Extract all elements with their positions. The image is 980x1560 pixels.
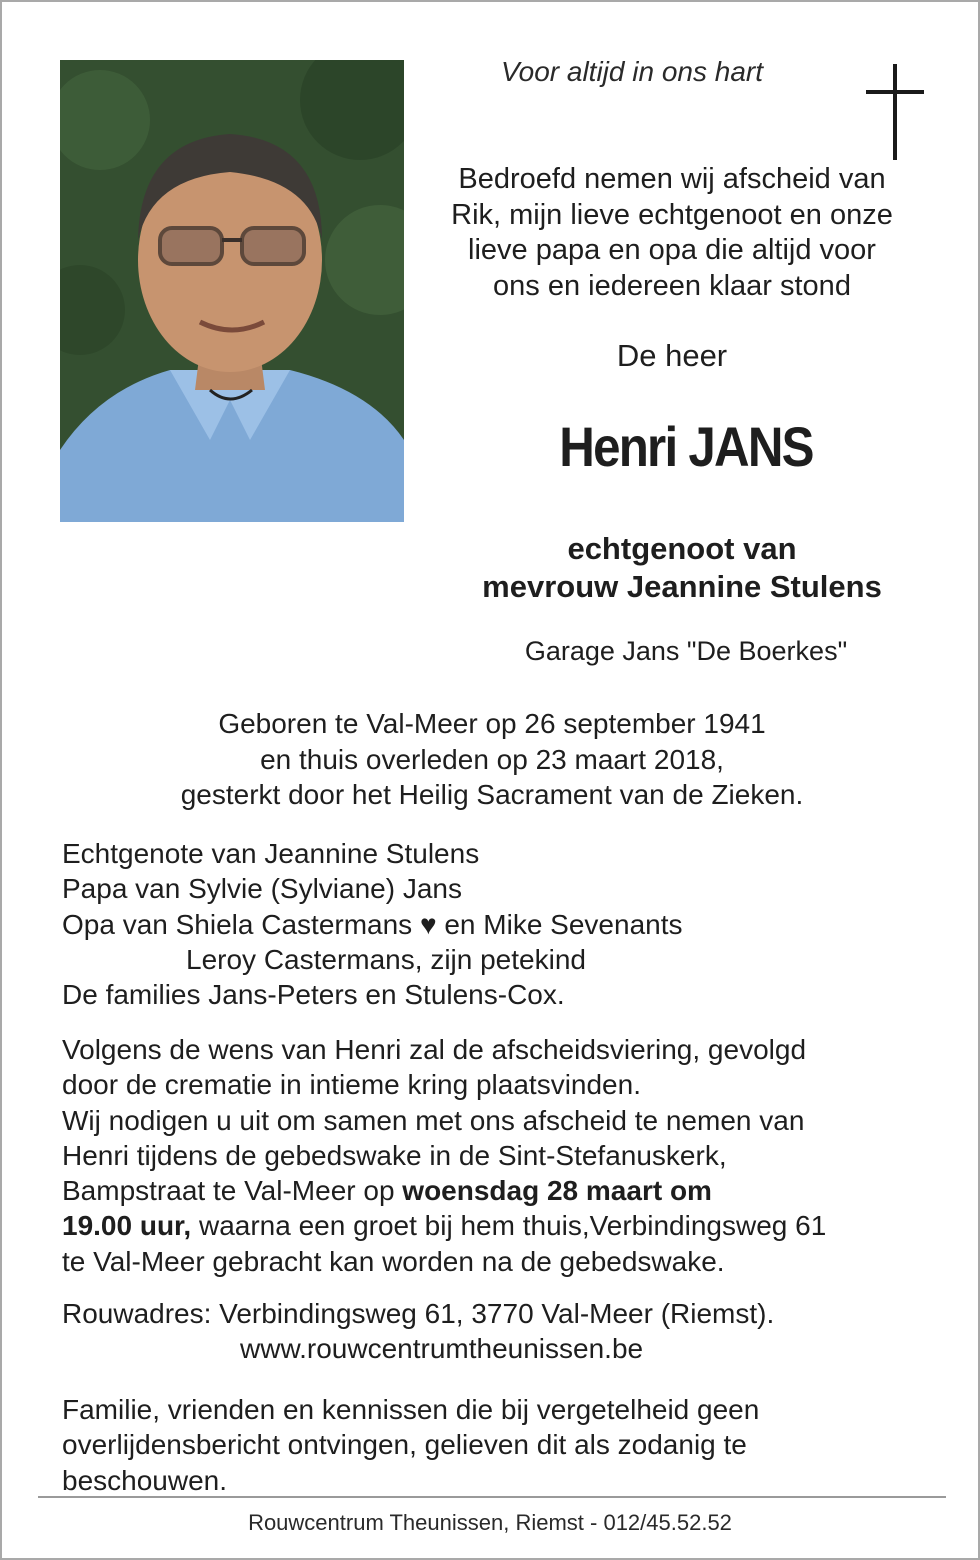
spouse-info (432, 530, 932, 606)
intro-text (422, 162, 922, 304)
spouse-line: echtgenoot van (567, 531, 797, 566)
closing-line: Familie, vrienden en kennissen die bij vergetelheid geen (62, 1394, 760, 1425)
intro-line: Rik, mijn lieve echtgenoot en onze (451, 198, 893, 231)
ceremony-time: 19.00 uur, (62, 1210, 192, 1242)
family-line: De families Jans-Peters en Stulens-Cox. (62, 979, 565, 1011)
closing-note (62, 1392, 942, 1498)
born-line: gesterkt door het Heilig Sacrament van de Zieken. (180, 779, 804, 810)
footer-divider (38, 1496, 946, 1498)
footer: Rouwcentrum Theunissen, Riemst - 012/45.52.52 (248, 1510, 732, 1535)
born-line: Geboren te Val-Meer op 26 september 1941 (218, 708, 766, 739)
ceremony-date: woensdag 28 maart om (402, 1175, 712, 1207)
intro-line: ons en iedereen klaar stond (493, 269, 851, 302)
family-line: Opa van Shiela Castermans ♥ en Mike Sevenants (62, 908, 683, 940)
family-line: Echtgenote van Jeannine Stulens (62, 838, 480, 869)
family-line: Leroy Castermans, zijn petekind (186, 943, 586, 975)
family-list (62, 836, 942, 1012)
intro-line: lieve papa en opa die altijd voor (468, 234, 876, 266)
intro-line: Bedroefd nemen wij afscheid van (458, 163, 886, 195)
motto: Voor altijd in ons hart (501, 56, 763, 87)
ceremony-info (62, 1032, 942, 1279)
family-line: Papa van Sylvie (Sylviane) Jans (62, 873, 462, 905)
closing-line: overlijdensbericht ontvingen, gelieven dit als zodanig te (62, 1429, 747, 1461)
deceased-name: Henri JANS (559, 415, 813, 478)
business-name: Garage Jans "De Boerkes" (524, 636, 848, 666)
honorific: De heer (616, 338, 728, 373)
website-link[interactable]: www.rouwcentrumtheunissen.be (240, 1333, 644, 1365)
closing-line: beschouwen. (62, 1464, 228, 1496)
address-info (62, 1296, 942, 1367)
born-line: en thuis overleden op 23 maart 2018, (260, 743, 724, 775)
cross-icon (866, 64, 924, 160)
ceremony-line: Wij nodigen u uit om samen met ons afscheid te nemen van (62, 1104, 805, 1136)
ceremony-text: Bampstraat te Val-Meer op (62, 1175, 403, 1207)
ceremony-line (62, 1208, 942, 1243)
ceremony-line: Volgens de wens van Henri zal de afscheidsviering, gevolgd (62, 1034, 807, 1065)
birth-death-info (62, 706, 922, 813)
ceremony-text: waarna een groet bij hem thuis,Verbindingsweg 61 (191, 1210, 827, 1242)
spouse-line: mevrouw Jeannine Stulens (482, 569, 882, 604)
ceremony-line (62, 1173, 942, 1208)
ceremony-line: door de crematie in intieme kring plaatsvinden. (62, 1069, 641, 1101)
mourning-address: Rouwadres: Verbindingsweg 61, 3770 Val-Meer (Riemst). (62, 1298, 775, 1329)
portrait-photo (60, 60, 404, 522)
ceremony-line: te Val-Meer gebracht kan worden na de gebedswake. (62, 1245, 725, 1277)
ceremony-line: Henri tijdens de gebedswake in de Sint-Stefanuskerk, (62, 1139, 727, 1171)
